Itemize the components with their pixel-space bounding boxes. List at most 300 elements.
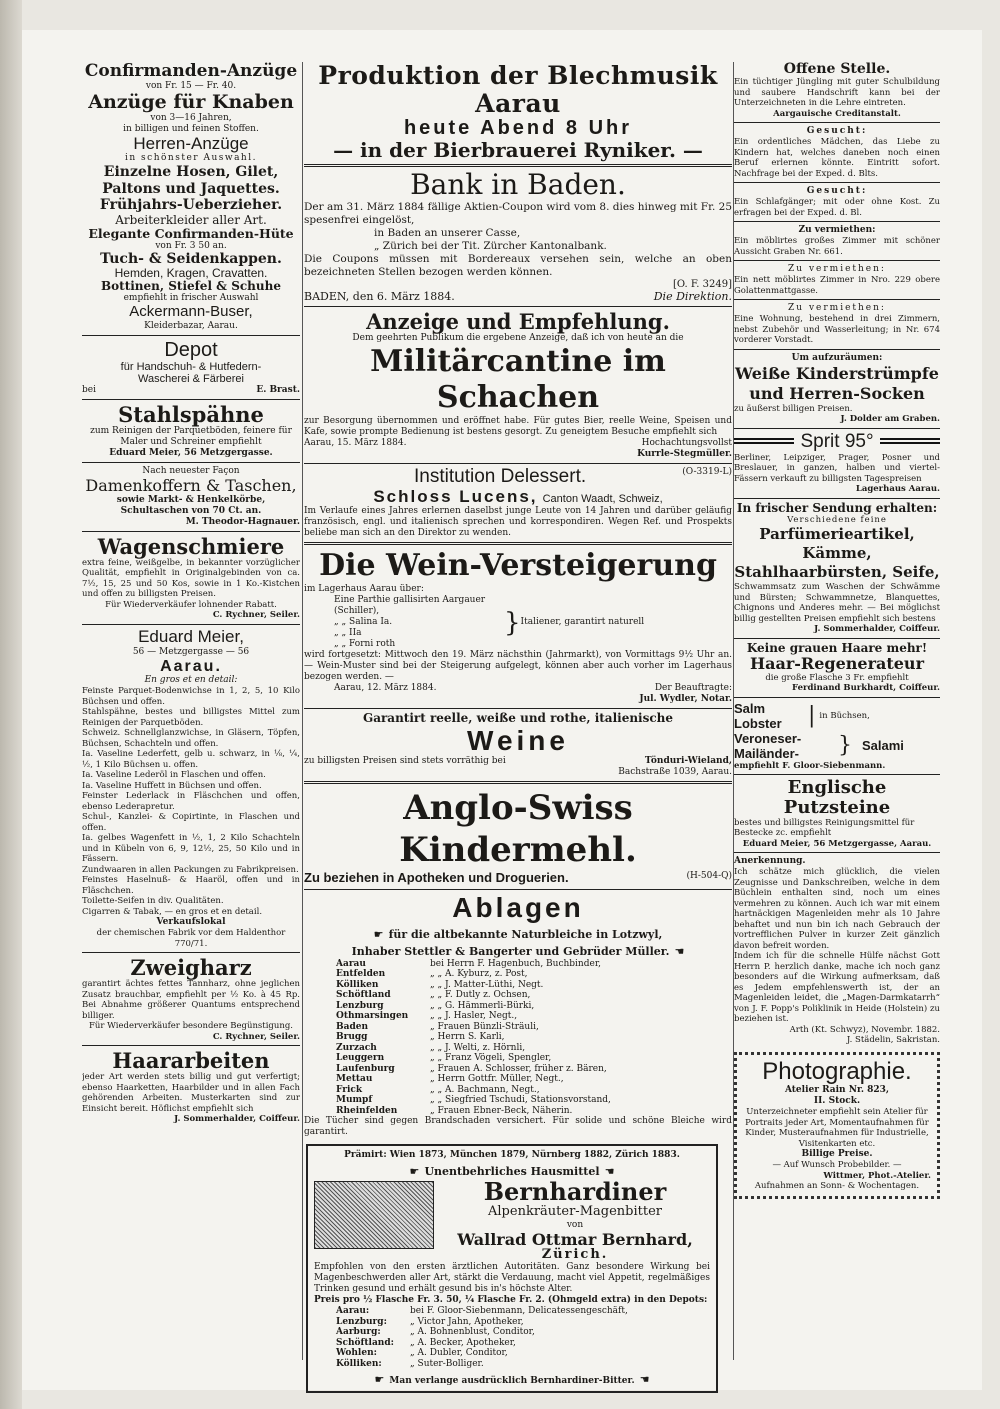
weine-addr: Bachstraße 1039, Aarau. bbox=[618, 767, 732, 778]
bern-price: Preis pro ½ Flasche Fr. 3. 50, ¼ Flasche Fr. 2. (Ohmgeld extra) in den Depots: bbox=[314, 1295, 708, 1306]
photo-stock: II. Stock. bbox=[813, 1096, 861, 1107]
ad-haararbeiten bbox=[82, 1049, 300, 1125]
divider bbox=[82, 624, 300, 625]
weine-intro: Garantirt reelle, weiße und rothe, italienische bbox=[362, 711, 674, 726]
ablage-place: Mettau bbox=[336, 1074, 373, 1085]
ablagen-title: Ablagen bbox=[452, 891, 584, 923]
salm-sign: empfiehlt F. Gloor-Siebenmann. bbox=[734, 760, 886, 771]
ablage-place: Lenzburg bbox=[336, 1000, 384, 1011]
offene-title: Offene Stelle. bbox=[783, 62, 891, 77]
verm1-text: Ein möblirtes großes Zimmer mit schöner Aussicht Graben Nr. 661. bbox=[734, 236, 940, 257]
fruehjahrs-title: Frühjahrs-Ueberzieher. bbox=[99, 197, 283, 214]
decorative-stripes bbox=[734, 438, 794, 446]
elegante-hute: Elegante Confirmanden-Hüte bbox=[88, 225, 294, 241]
ablage-place: Frick bbox=[336, 1084, 363, 1095]
ad-bank-baden bbox=[304, 170, 732, 303]
blechmusik-place: — in der Bierbrauerei Ryniker. — bbox=[333, 138, 703, 162]
right-column bbox=[734, 62, 940, 1199]
bern-city: Zürich. bbox=[541, 1247, 609, 1263]
gesucht1-text: Ein ordentliches Mädchen, das Liebe zu Kindern hat, welches daneben noch einen Beruf erlernen könnte. Eintritt sofort. Nachfrage bei der Exped. d. Blts. bbox=[734, 137, 940, 179]
bank-p3: „ Zürich bei der Tit. Zürcher Kantonalbank. bbox=[374, 239, 607, 252]
ad-vermiethen-3 bbox=[734, 303, 940, 346]
zweigharz-text: garantirt ächtes fettes Tannharz, ohne jeglichen Zusatz brauchbar, empfiehlt per ½ Ko. à 45 Rp. Bei Abnahme größerer Quantums entsprechend billiger. bbox=[82, 979, 300, 1021]
photo-text: Unterzeichneter empfiehlt sein Atelier für Portraits jeder Art, Momentaufnahmen für Kinder, Musteraufnahmen für Industrielle, Visitenkarten etc. bbox=[745, 1107, 929, 1149]
salm-label: Salm bbox=[734, 700, 766, 716]
ablage-agent: „ „ A. Kyburz, z. Post, bbox=[430, 969, 528, 980]
bank-code: [O. F. 3249] bbox=[673, 278, 732, 290]
weine-sign: Tönduri-Wieland, bbox=[644, 756, 732, 767]
weine-text: zu billigsten Preisen sind stets vorräthig bei bbox=[304, 756, 506, 767]
parf-sign: J. Sommerhalder, Coiffeur. bbox=[814, 624, 940, 635]
ablagen-foot: Die Tücher sind gegen Brandschaden versichert. Für solide und schöne Bleiche wird garantirt. bbox=[304, 1116, 732, 1138]
haarreg-sign: Ferdinand Burkhardt, Coiffeur. bbox=[792, 683, 940, 694]
wein-items bbox=[304, 595, 504, 650]
arbeiter-text: Arbeiterkleider aller Art. bbox=[115, 212, 267, 227]
bern-sub: Unentbehrliches Hausmittel bbox=[424, 1165, 600, 1179]
veroneser-label: Veroneser-Mailänder- bbox=[734, 730, 802, 761]
ad-sprit bbox=[734, 432, 940, 495]
depot-place: Schöftland: bbox=[336, 1337, 394, 1348]
ablage-row bbox=[334, 1095, 704, 1106]
anzeige-text: Dem geehrten Publikum die ergebene Anzeige, daß ich von heute an die bbox=[352, 332, 684, 343]
ablage-row bbox=[334, 1085, 704, 1096]
photo-wunsch: — Auf Wunsch Probebilder. — bbox=[772, 1160, 902, 1171]
em-product-item: Zundwaaren in allen Packungen zu Fabrikpreisen. bbox=[82, 864, 299, 875]
ablage-place: Schöftland bbox=[336, 990, 391, 1001]
ad-kinderstruempfe bbox=[734, 353, 940, 425]
ablage-row bbox=[334, 1032, 704, 1043]
ad-militaercantine bbox=[304, 310, 732, 460]
ablage-agent: „ „ Siegfried Tschudi, Stationsvorstand, bbox=[430, 1095, 611, 1106]
anerk-title: Anerkennung. bbox=[734, 856, 806, 867]
salami-label: Salami bbox=[862, 738, 904, 754]
divider bbox=[734, 122, 940, 123]
damen-title: Damenkoffern & Taschen, bbox=[85, 476, 297, 496]
wagen-sign: C. Rychner, Seiler. bbox=[212, 610, 300, 621]
ad-vermiethen-2 bbox=[734, 264, 940, 296]
depot-row bbox=[334, 1306, 674, 1317]
ad-zweigharz bbox=[82, 956, 300, 1042]
ablage-place: Kölliken bbox=[336, 979, 379, 990]
ad-blechmusik bbox=[304, 62, 732, 161]
weinversteigerung-date: Aarau, 12. März 1884. bbox=[334, 683, 437, 694]
kind-text: zu äußerst billigen Preisen. bbox=[734, 403, 853, 414]
ablage-agent: „ Frauen Ebner-Beck, Näherin. bbox=[430, 1105, 573, 1116]
weinversteigerung-sign: Jul. Wydler, Notar. bbox=[639, 694, 732, 705]
ablage-row bbox=[334, 980, 704, 991]
tuch-kappen: Tuch- & Seidenkappen. bbox=[100, 250, 282, 267]
wein-item: „ „ Forni roth bbox=[334, 639, 396, 650]
em-product-item: Ia. Vaseline Huffett in Büchsen und offen. bbox=[82, 780, 262, 791]
zweigharz-title: Zweigharz bbox=[130, 955, 252, 981]
ablage-row bbox=[334, 1106, 704, 1117]
divider bbox=[734, 697, 940, 698]
ad-haar-regenerateur bbox=[734, 642, 940, 694]
bottinen-text: Bottinen, Stiefel & Schuhe bbox=[101, 279, 281, 294]
zweigharz-sign: C. Rychner, Seiler. bbox=[212, 1031, 300, 1042]
divider bbox=[82, 952, 300, 953]
ablagen-sub2: Inhaber Stettler & Bangerter und Gebrüder Müller. bbox=[351, 945, 670, 959]
ablagen-sub: für die altbekannte Naturbleiche in Lotzwyl, bbox=[388, 927, 663, 941]
kind-intro: Um aufzuräumen: bbox=[791, 352, 883, 363]
ad-ablagen bbox=[304, 893, 732, 1138]
ad-salm-salami bbox=[734, 701, 940, 772]
bank-p2: in Baden an unserer Casse, bbox=[374, 226, 521, 239]
verm3-text: Eine Wohnung, bestehend in drei Zimmern, nebst Zubehör und Wasserleitung; in Nr. 674 vorderer Vorstadt. bbox=[734, 314, 940, 346]
pointing-hand-icon: ☛ bbox=[374, 1373, 385, 1387]
divider bbox=[734, 260, 940, 261]
anglo-code: (H-504-Q) bbox=[686, 871, 732, 882]
stahl-sign: Eduard Meier, 56 Metzgergasse. bbox=[109, 448, 273, 459]
ablage-agent: „ Herrn Gottfr. Müller, Negt., bbox=[430, 1074, 564, 1085]
depot-place: Wohlen: bbox=[336, 1348, 377, 1359]
wein-brace-note: Italiener, garantirt naturell bbox=[520, 617, 645, 628]
depot-place: Aarburg: bbox=[336, 1327, 381, 1338]
ad-damenkoffern bbox=[82, 466, 300, 528]
anglo-text: Zu beziehen in Apotheken und Droguerien. bbox=[304, 870, 569, 886]
ablage-row bbox=[334, 1001, 704, 1012]
salm-note: in Büchsen, bbox=[819, 710, 870, 721]
divider bbox=[82, 399, 300, 400]
wagen-text2: Für Wiederverkäufer lohnender Rabatt. bbox=[105, 599, 277, 610]
ablage-agent: „ Frauen Bünzli-Sträuli, bbox=[430, 1021, 539, 1032]
depot-place: Lenzburg: bbox=[336, 1316, 387, 1327]
ad-depot bbox=[82, 339, 300, 396]
ad-putzsteine bbox=[734, 778, 940, 849]
verm2-title: Zu vermiethen: bbox=[788, 264, 886, 275]
ablage-agent: „ „ Franz Vögeli, Spengler, bbox=[430, 1053, 552, 1064]
ablage-row bbox=[334, 969, 704, 980]
divider bbox=[734, 182, 940, 183]
em-product-item: Feinste Parquet-Bodenwichse in 1, 2, 5, 10 Kilo Büchsen und offen. bbox=[82, 686, 300, 707]
divider bbox=[734, 299, 940, 300]
hemden-text: Hemden, Kragen, Cravatten. bbox=[114, 265, 268, 280]
depot-place: Aarau: bbox=[336, 1306, 370, 1317]
ad-bernhardiner bbox=[306, 1144, 718, 1393]
haararbeiten-text: jeder Art werden stets billig und gut verfertigt; ebenso Haarketten, Haarbilder und in allen Fach gehörenden Arbeiten. Musterkarten sind zur Einsicht bereit. Höflichst empfiehlt sich bbox=[82, 1072, 300, 1114]
pointing-hand-icon: ☛ bbox=[409, 1165, 420, 1179]
bern-depots bbox=[334, 1306, 674, 1369]
ablage-agent: „ „ A. Bachmann, Negt., bbox=[430, 1084, 540, 1095]
confirmanden-price: von Fr. 15 — Fr. 40. bbox=[145, 80, 237, 91]
divider bbox=[734, 349, 940, 350]
divider bbox=[82, 335, 300, 336]
herren-title: Herren-Anzüge bbox=[133, 133, 249, 153]
depot-agent: „ Victor Jahn, Apotheker, bbox=[410, 1316, 524, 1327]
ablage-place: Leuggern bbox=[336, 1053, 385, 1064]
parf-title: Parfümerieartikel, Kämme, Stahlhaarbürsten, Seife, bbox=[734, 525, 940, 582]
weinversteigerung-intro: im Lagerhaus Aarau über: bbox=[304, 584, 424, 595]
em-product-item: Stahlspähne, bestes und billigstes Mittel zum Reinigen der Parquetböden. bbox=[82, 707, 300, 728]
divider bbox=[304, 164, 732, 167]
anerk-text2: Indem ich für die schnelle Hülfe nächst Gott Herrn P. herzlich danke, mache ich noch ganz besonders auf die Wirkung aufmerksam, daß es Jedem empfehlenswerth ist, der an Magenleiden leidet, die „Magen-Darmkatarrh“ von J. F. Popp's Poliklinik in Heide (Holstein) zu beziehen ist. bbox=[734, 951, 940, 1025]
damen-intro: Nach neuester Façon bbox=[142, 466, 240, 477]
ablage-row bbox=[334, 1074, 704, 1085]
divider bbox=[304, 708, 732, 709]
monks-woodcut-image bbox=[314, 1181, 434, 1249]
ablage-row bbox=[334, 1011, 704, 1022]
divider bbox=[304, 889, 732, 890]
institution-title: Institution Delessert. bbox=[414, 465, 587, 487]
militaercantine-date: Aarau, 15. März 1884. bbox=[304, 437, 407, 448]
em-name: Eduard Meier, bbox=[138, 626, 244, 646]
militaercantine-greet: Hochachtungsvollst bbox=[641, 437, 732, 448]
em-product-item: Ia. Vaseline Lederöl in Flaschen und offen. bbox=[82, 770, 266, 781]
ablage-place: Zurzach bbox=[336, 1042, 377, 1053]
ad-offene-stelle bbox=[734, 62, 940, 119]
divider bbox=[304, 781, 732, 784]
ad-anglo-swiss bbox=[304, 787, 732, 885]
zweigharz-text2: Für Wiederverkäufer besondere Begünstigung. bbox=[89, 1021, 293, 1032]
parf-intro: In frischer Sendung erhalten: bbox=[736, 500, 938, 515]
em-product-item: Toilette-Seifen in div. Qualitäten. bbox=[82, 896, 224, 907]
em-product-item: Ia. gelbes Wagenfett in ½, 1, 2 Kilo Schachteln und in Kübeln von 6, 9, 12½, 25, 50 Kilo und in Fässern. bbox=[82, 833, 300, 865]
photo-title: Photographie. bbox=[762, 1057, 912, 1085]
institution-code: (O-3319-L) bbox=[682, 466, 732, 477]
institution-text: Im Verlaufe eines Jahres erlernen daselbst junge Leute von 14 Jahren und darüber geläufig französisch, engl. und italienisch sprechen und korrespondiren. Wegen Ref. und Prospekts beliebe man sich an den Direktor zu wenden. bbox=[304, 506, 732, 539]
depot-agent: bei F. Gloor-Siebenmann, Delicatessengeschäft, bbox=[410, 1306, 628, 1317]
bern-title: Bernhardiner bbox=[483, 1176, 667, 1206]
bracket: } bbox=[838, 733, 852, 759]
ablage-row bbox=[334, 959, 704, 970]
depot-agent: „ A. Dubler, Conditor, bbox=[410, 1348, 508, 1359]
offene-sign: Aargauische Creditanstalt. bbox=[773, 108, 901, 119]
haarreg-text: die große Flasche 3 Fr. empfiehlt bbox=[765, 672, 909, 683]
kleiderbazar: Kleiderbazar, Aarau. bbox=[144, 320, 238, 331]
ablage-agent: „ Frauen A. Schlosser, früher z. Bären, bbox=[430, 1063, 607, 1074]
blechmusik-title: Produktion der Blechmusik Aarau bbox=[318, 62, 718, 118]
blechmusik-sub: heute Abend 8 Uhr bbox=[403, 117, 633, 139]
ablage-agent: „ „ J. Matter-Lüthi, Negt. bbox=[430, 979, 544, 990]
weine-title: Weine bbox=[467, 724, 569, 756]
herren-sub: in schönster Auswahl. bbox=[125, 153, 257, 164]
ablage-agent: „ „ F. Dutly z. Ochsen, bbox=[430, 990, 531, 1001]
depot-agent: „ Suter-Bolliger. bbox=[410, 1358, 484, 1369]
bank-sign: Die Direktion. bbox=[653, 289, 732, 303]
ad-parfuemerie bbox=[734, 502, 940, 635]
column-rule-left bbox=[302, 62, 303, 1360]
ad-stahlspaehne bbox=[82, 403, 300, 459]
em-sub: En gros et en detail: bbox=[144, 675, 238, 686]
haararbeiten-sign: J. Sommerhalder, Coiffeur. bbox=[174, 1114, 300, 1125]
ablage-agent: „ „ J. Welti, z. Hörnli, bbox=[430, 1042, 526, 1053]
sprit-sign: Lagerhaus Aarau. bbox=[855, 484, 940, 495]
ad-vermiethen-1 bbox=[734, 225, 940, 257]
depot-place: Kölliken: bbox=[336, 1358, 382, 1369]
militaercantine-title: Militärcantine im Schachen bbox=[370, 343, 666, 415]
bank-p1: Der am 31. März 1884 fällige Aktien-Coupon wird vom 8. dies hinweg mit Fr. 25 spesenfrei eingelöst, bbox=[304, 200, 732, 226]
ablage-agent: „ „ J. Hasler, Negt., bbox=[430, 1011, 518, 1022]
wagen-text: extra feine, weißgelbe, in bekannter vorzüglicher Qualität, empfiehlt in Originalgebinden von ca. 7½, 15, 25 und 50 Kos, sowie in 1 Ko.-Kistchen und offen zu billigsten Preisen. bbox=[82, 557, 300, 600]
bracket: | bbox=[808, 703, 816, 729]
divider bbox=[734, 638, 940, 639]
ablage-row bbox=[334, 1043, 704, 1054]
verm1-title: Zu vermiethen: bbox=[798, 225, 876, 236]
ablage-place: Othmarsingen bbox=[336, 1011, 409, 1022]
divider bbox=[734, 498, 940, 499]
depot-row bbox=[334, 1327, 674, 1338]
em-verkauf2: der chemischen Fabrik vor dem Haldenthor 770/71. bbox=[96, 928, 286, 949]
depot-bei: bei bbox=[82, 385, 96, 396]
divider bbox=[734, 428, 940, 429]
em-product-item: Ia. Vaseline Lederfett, gelb u. schwarz, in ⅛, ¼, ½, 1 Kilo Büchsen u. offen. bbox=[82, 749, 300, 770]
kind-title: Weiße Kinderstrümpfe und Herren-Socken bbox=[735, 363, 939, 403]
ad-photographie bbox=[734, 1052, 940, 1199]
damen-text: sowie Markt- & Henkelkörbe, Schultaschen von 70 Ct. an. bbox=[116, 494, 266, 516]
bern-maker: Wallrad Ottmar Bernhard, bbox=[457, 1229, 693, 1249]
knaben-title: Anzüge für Knaben bbox=[88, 90, 294, 113]
knaben-age: von 3—16 Jahren, bbox=[150, 112, 232, 123]
ad-gesucht-schlafgaenger bbox=[734, 186, 940, 218]
stahl-text: zum Reinigen der Parquetböden, feinere für Maler und Schreiner empfiehlt bbox=[90, 426, 292, 448]
em-product-item: Schweiz. Schnellglanzwichse, in Gläsern, Töpfen, Büchsen, Schachteln und offen. bbox=[82, 728, 300, 749]
divider bbox=[304, 306, 732, 307]
ad-ackermann bbox=[82, 62, 300, 332]
em-product-item: Schul-, Kanzlei- & Copirtinte, in Flaschen und offen. bbox=[82, 812, 300, 833]
em-verkauf: Verkaufslokal bbox=[156, 917, 226, 928]
ad-gesucht-maedchen bbox=[734, 126, 940, 179]
sprit-title: Sprit 95° bbox=[800, 430, 874, 452]
verm3-title: Zu vermiethen: bbox=[788, 303, 886, 314]
left-column bbox=[82, 62, 300, 1125]
em-product-item: Feinstes Haselnuß- & Haaröl, offen und in Fläschchen. bbox=[82, 875, 300, 896]
empfiehlt-text: empfiehlt in frischer Auswahl bbox=[123, 293, 259, 304]
ad-weine bbox=[304, 712, 732, 778]
putz-title: Englische Putzsteine bbox=[783, 777, 891, 819]
weinversteigerung-text: wird fortgesetzt: Mittwoch den 19. März nächsthin (Jahrmarkt), von Vormittags 9½ Uhr an. — Wein-Muster sind bei der Steigerung aufgelegt, können aber auch vorher im Lagerhaus bezogen werden. — bbox=[304, 650, 732, 683]
ablage-row bbox=[334, 1053, 704, 1064]
em-product-item: Feinster Lederlack in Fläschchen und offen, ebenso Lederapretur. bbox=[82, 791, 300, 812]
bank-title: Bank in Baden. bbox=[410, 168, 626, 201]
ablage-place: Laufenburg bbox=[336, 1063, 395, 1074]
wein-item: „ „ IIa bbox=[334, 628, 362, 639]
wein-item: Eine Parthie gallisirten Aargauer (Schiller), bbox=[334, 595, 486, 617]
em-addr: 56 — Metzgergasse — 56 bbox=[132, 646, 250, 657]
pointing-hand-icon: ☛ bbox=[373, 927, 384, 941]
wagen-title: Wagenschmiere bbox=[97, 533, 285, 559]
depot-row bbox=[334, 1338, 674, 1349]
bern-prize: Prämirt: Wien 1873, München 1879, Nürnberg 1882, Zürich 1883. bbox=[344, 1150, 680, 1161]
einzelne-hosen: Einzelne Hosen, Gilet, Paltons und Jaquettes. bbox=[102, 164, 280, 198]
ad-anerkennung bbox=[734, 856, 940, 1046]
ablage-place: Rheinfelden bbox=[336, 1105, 398, 1116]
gesucht2-title: Gesucht: bbox=[806, 186, 868, 197]
weinversteigerung-title: Die Wein-Versteigerung bbox=[319, 548, 717, 584]
bank-date: BADEN, den 6. März 1884. bbox=[304, 289, 455, 303]
militaercantine-sign: Kurrle-Stegmüller. bbox=[637, 448, 732, 459]
decorative-stripes bbox=[880, 438, 940, 446]
ablage-agent: „ Herrn S. Karli, bbox=[430, 1032, 505, 1043]
depot-row bbox=[334, 1348, 674, 1359]
ad-eduard-meier bbox=[82, 628, 300, 949]
haararbeiten-title: Haararbeiten bbox=[112, 1048, 270, 1074]
weinversteigerung-beauf: Der Beauftragte: bbox=[654, 683, 732, 694]
divider bbox=[82, 462, 300, 463]
em-town: Aarau. bbox=[160, 657, 222, 675]
ablagen-table bbox=[334, 959, 704, 1117]
photo-sign: Wittmer, Phot.-Atelier. bbox=[823, 1170, 931, 1181]
depot-agent: „ A. Bohnenblust, Conditor, bbox=[410, 1327, 535, 1338]
anerk-sign: J. Städelin, Sakristan. bbox=[846, 1035, 940, 1046]
ablage-place: Mumpf bbox=[336, 1095, 373, 1106]
pointing-hand-icon: ☚ bbox=[674, 945, 685, 959]
confirmanden-title: Confirmanden-Anzüge bbox=[84, 62, 298, 81]
anerk-date: Arth (Kt. Schwyz), Novembr. 1882. bbox=[789, 1024, 940, 1035]
haarreg-title: Haar-Regenerateur bbox=[749, 654, 924, 674]
divider bbox=[304, 542, 732, 545]
page-binding-edge bbox=[0, 0, 22, 1409]
stahl-title: Stahlspähne bbox=[118, 402, 264, 428]
photo-foot: Aufnahmen an Sonn- & Wochentagen. bbox=[754, 1181, 920, 1192]
offene-text: Ein tüchtiger Jüngling mit guter Schulbildung und saubere Handschrift kann bei der Unterzeichneten in die Lehre eintreten. bbox=[734, 77, 940, 109]
parf-intro2: Verschiedene feine bbox=[787, 514, 887, 525]
divider bbox=[82, 531, 300, 532]
militaercantine-text: zur Besorgung übernommen und eröffnet habe. Für gutes Bier, reelle Weine, Speisen und Kafe, sowie prompte Bedienung ist bestens gesorgt. Zu geneigtem Besuche empfiehlt sich bbox=[304, 415, 732, 437]
ablage-place: Brugg bbox=[336, 1032, 368, 1043]
bern-text: Empfohlen von den ersten ärztlichen Autoritäten. Ganz besondere Wirkung bei Magenbeschwerden aller Art, stärkt die Verdauung, macht viel Appetit, regelmäßiges Trinken gesund und erhält gesund bis in's höchste Alter. bbox=[314, 1262, 710, 1295]
wein-item: „ „ Salina Ia. bbox=[334, 617, 393, 628]
ablage-agent: bei Herrn F. Hagenbuch, Buchbinder, bbox=[430, 958, 601, 969]
putz-text: bestes und billigstes Reinigungsmittel für Bestecke zc. empfiehlt bbox=[734, 817, 915, 839]
gesucht2-text: Ein Schlafgänger; mit oder ohne Kost. Zu erfragen bei der Exped. d. Bl. bbox=[734, 197, 940, 218]
pointing-hand-icon: ☚ bbox=[639, 1373, 650, 1387]
putz-sign: Eduard Meier, 56 Metzgergasse, Aarau. bbox=[742, 838, 932, 849]
divider bbox=[734, 774, 940, 775]
elegante-price: von Fr. 3 50 an. bbox=[155, 240, 227, 251]
parf-text: Schwammsatz zum Waschen der Schwämme und Bürsten; Schwammnetze, Blanquettes, Chignons und Anderes mehr. — Bei möglichst billig gestellten Preisen empfiehlt sich bestens bbox=[734, 582, 940, 624]
em-product-item: Cigarren & Tabak, — en gros et en detail. bbox=[82, 906, 263, 917]
ad-wagenschmiere bbox=[82, 535, 300, 621]
depot-text1: für Handschuh- & Hutfedern- bbox=[120, 360, 262, 373]
ablage-place: Aarau bbox=[336, 958, 366, 969]
ackermann-name: Ackermann-Buser, bbox=[129, 303, 253, 321]
damen-sign: M. Theodor-Hagnauer. bbox=[185, 516, 300, 527]
sprit-text: Berliner, Leipziger, Prager, Posner und Breslauer, in ganzen, halben und viertel-Fässern verkauft zu billigsten Tagespreisen bbox=[734, 452, 940, 484]
lobster-label: Lobster bbox=[734, 715, 782, 731]
divider bbox=[82, 1045, 300, 1046]
ad-wein-versteigerung bbox=[304, 548, 732, 705]
middle-column bbox=[304, 62, 732, 1393]
divider bbox=[734, 221, 940, 222]
knaben-stoffe: in billigen und feinen Stoffen. bbox=[123, 123, 259, 134]
gesucht1-title: Gesucht: bbox=[806, 126, 868, 137]
verm2-text: Ein nett möblirtes Zimmer in Nro. 229 obere Golattenmattgasse. bbox=[734, 275, 940, 296]
photo-preise: Billige Preise. bbox=[801, 1149, 873, 1160]
ablage-row bbox=[334, 1022, 704, 1033]
anerk-text: Ich schätze mich glücklich, die vielen Zeugnisse und Dankschreiben, welche in dem Büchlein enthalten sind, noch um eines vermehren zu können. Auch ich war mit einem hartnäckigen Magenleiden mehr als 10 Jahre behaftet und nun bin ich nach Gebrauch der vortrefflichen Pulver in kurzer Zeit gänzlich davon befreit worden. bbox=[734, 867, 940, 951]
bank-p4: Die Coupons müssen mit Bordereaux versehen sein, welche an oben bezeichneten Stellen bezogen werden können. bbox=[304, 252, 732, 278]
depot-title: Depot bbox=[164, 338, 218, 361]
em-product-list bbox=[82, 686, 300, 917]
bern-von: von bbox=[566, 1219, 584, 1230]
institution-place: Canton Waadt, Schweiz, bbox=[542, 492, 663, 505]
pointing-hand-icon: ☚ bbox=[604, 1165, 615, 1179]
ad-institution-delessert bbox=[304, 467, 732, 540]
institution-schloss: Schloss Lucens, bbox=[373, 486, 538, 506]
anzeige-title: Anzeige und Empfehlung. bbox=[366, 308, 670, 334]
ablage-agent: „ „ G. Hämmerli-Bürki, bbox=[430, 1000, 535, 1011]
brace: } bbox=[504, 607, 521, 638]
depot-name: E. Brast. bbox=[256, 385, 300, 396]
haarreg-intro: Keine grauen Haare mehr! bbox=[746, 640, 928, 655]
photo-atelier: Atelier Rain Nr. 823, bbox=[784, 1085, 890, 1096]
depot-agent: „ A. Becker, Apotheker, bbox=[410, 1337, 516, 1348]
divider bbox=[304, 463, 732, 464]
kind-sign: J. Dolder am Graben. bbox=[840, 414, 940, 425]
anglo-title: Anglo-Swiss Kindermehl. bbox=[399, 788, 637, 871]
bern-foot: Man verlange ausdrücklich Bernhardiner-Bitter. bbox=[389, 1376, 635, 1387]
depot-text2: Wascherei & Färberei bbox=[138, 372, 244, 385]
